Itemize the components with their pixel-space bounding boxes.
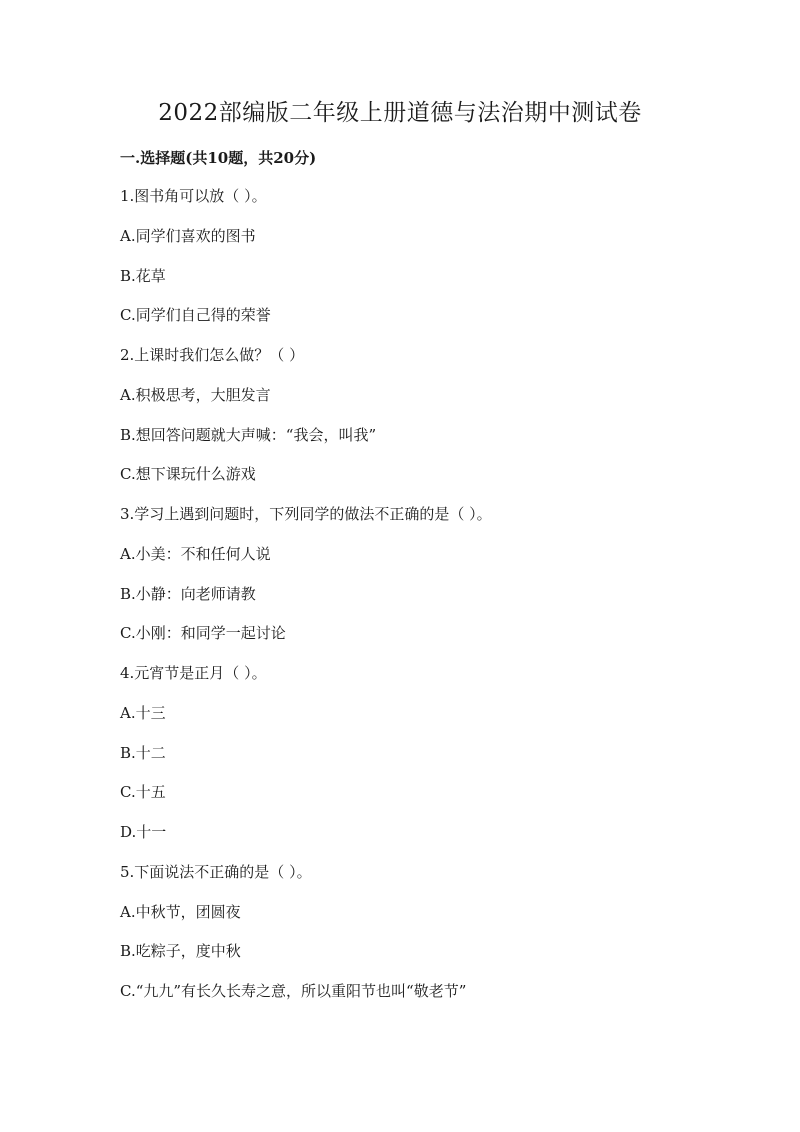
question-1-option-c: C.同学们自己得的荣誉 <box>120 306 271 325</box>
section-heading: 一.选择题(共10题，共20分) <box>120 149 317 167</box>
question-2-stem: 2.上课时我们怎么做？（ ） <box>120 346 305 364</box>
question-1-option-b: B.花草 <box>120 266 166 285</box>
question-2-option-a: A.积极思考，大胆发言 <box>120 385 271 404</box>
question-2-option-c: C.想下课玩什么游戏 <box>120 465 256 484</box>
question-4-option-d: D.十一 <box>120 823 167 841</box>
question-5-stem: 5.下面说法不正确的是（ ）。 <box>120 862 312 881</box>
document-title: 2022部编版二年级上册道德与法治期中测试卷 <box>158 100 642 126</box>
question-3-option-b: B.小静：向老师请教 <box>120 584 256 603</box>
question-3-option-c: C.小刚：和同学一起讨论 <box>120 624 286 643</box>
question-1-stem: 1.图书角可以放（ ）。 <box>120 187 267 205</box>
question-1-option-a: A.同学们喜欢的图书 <box>120 226 256 245</box>
question-2-option-b: B.想回答问题就大声喊：“我会，叫我” <box>120 425 377 444</box>
question-4-option-c: C.十五 <box>120 783 166 802</box>
question-3-stem: 3.学习上遇到问题时，下列同学的做法不正确的是（ ）。 <box>120 505 492 523</box>
question-4-stem: 4.元宵节是正月（ ）。 <box>120 664 267 682</box>
question-4-option-b: B.十二 <box>120 743 166 762</box>
question-4-option-a: A.十三 <box>120 703 166 722</box>
question-list <box>120 186 720 1021</box>
question-5-option-c: C.“九九”有长久长寿之意，所以重阳节也叫“敬老节” <box>120 982 467 1000</box>
question-5-option-a: A.中秋节，团圆夜 <box>120 902 241 921</box>
question-3-option-a: A.小美：不和任何人说 <box>120 544 271 563</box>
question-5-option-b: B.吃粽子，度中秋 <box>120 942 241 961</box>
